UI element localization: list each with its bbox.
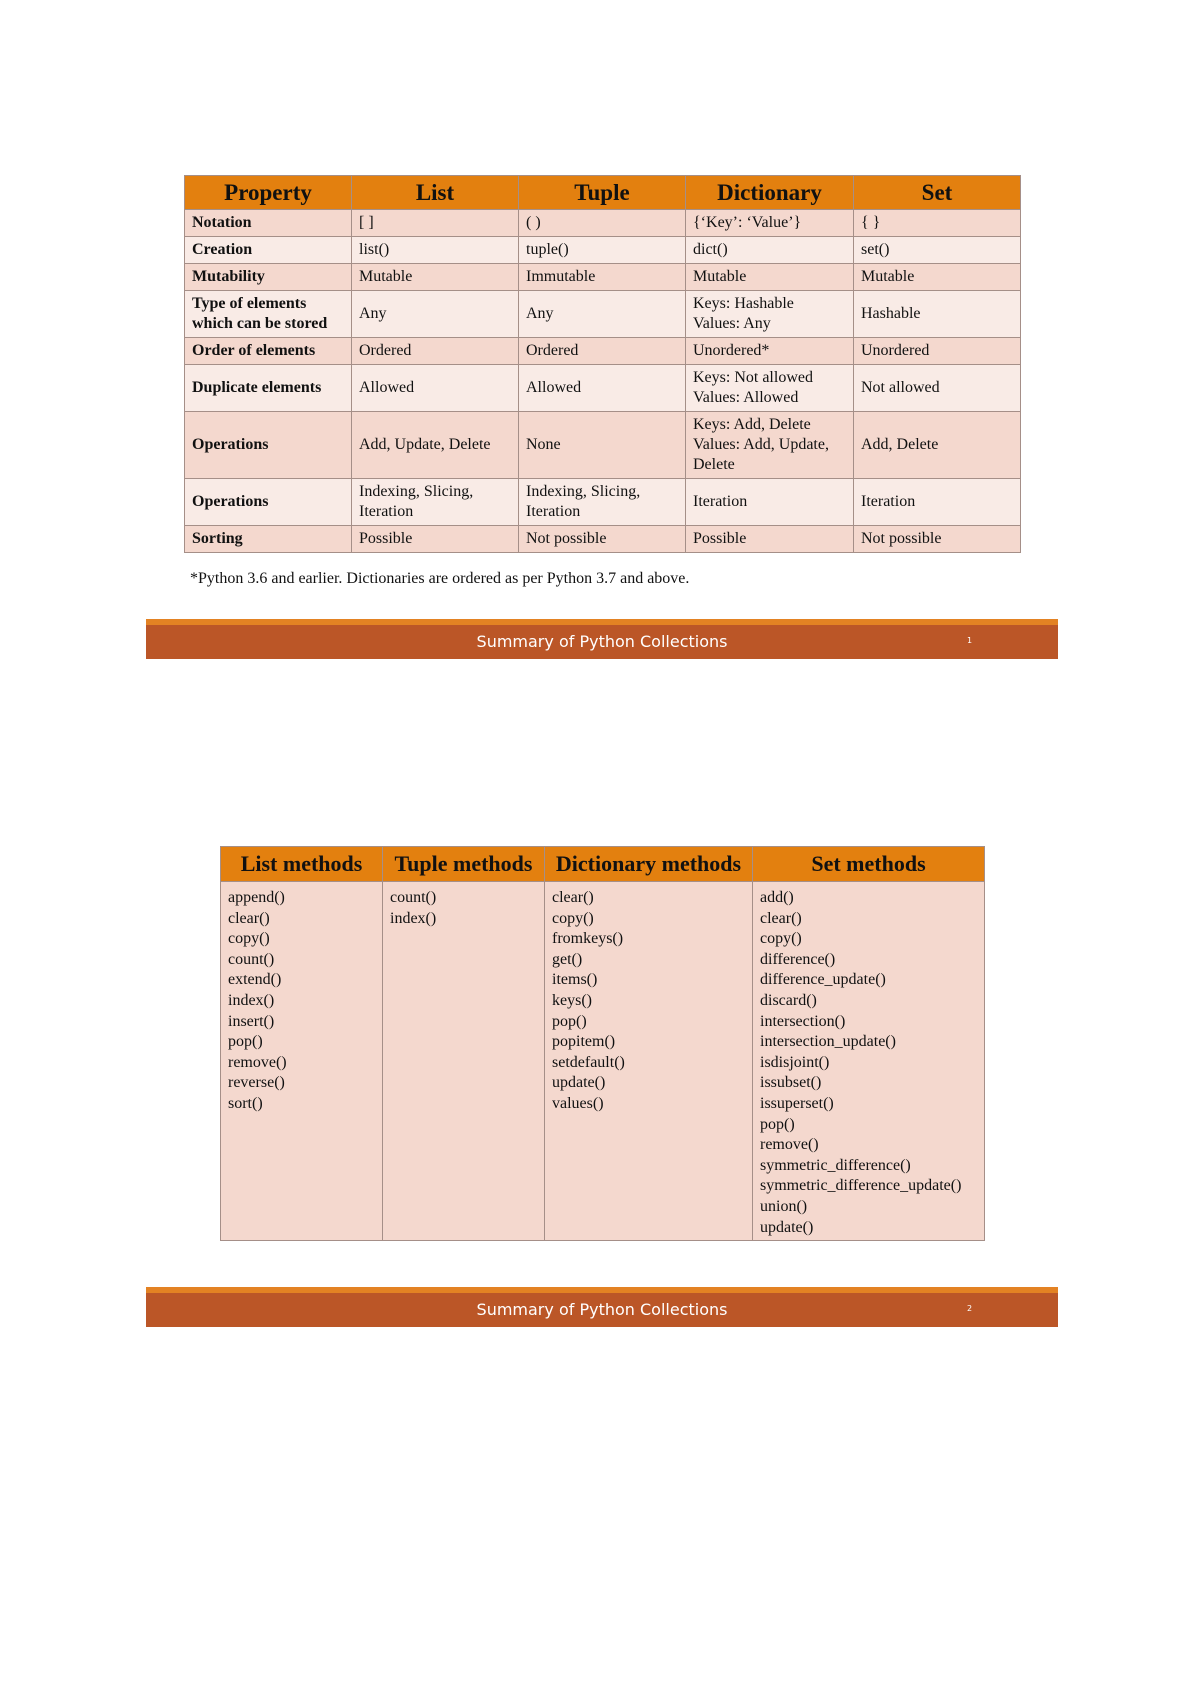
method-item: union()	[760, 1197, 808, 1215]
method-item: reverse()	[228, 1074, 285, 1092]
method-item: get()	[552, 950, 583, 968]
set-cell: Not possible	[854, 526, 1021, 553]
property-cell: Duplicate elements	[185, 365, 352, 412]
method-item: intersection_update()	[760, 1033, 896, 1051]
page-number: 1	[967, 636, 973, 645]
collections-comparison-table	[184, 175, 1021, 553]
method-item: pop()	[552, 1012, 587, 1030]
header-list: List	[352, 176, 519, 210]
list-cell: Any	[352, 291, 519, 338]
set-cell: Not allowed	[854, 365, 1021, 412]
list-cell: Add, Update, Delete	[352, 412, 519, 479]
dictionary-cell: Keys: Not allowed Values: Allowed	[686, 365, 854, 412]
table-row	[185, 479, 1021, 526]
property-cell: Operations	[185, 479, 352, 526]
method-list	[760, 888, 977, 1238]
method-item: remove()	[228, 1053, 287, 1071]
tuple-methods-cell	[383, 882, 545, 1241]
tuple-cell: Allowed	[519, 365, 686, 412]
tuple-cell: Immutable	[519, 264, 686, 291]
method-item: fromkeys()	[552, 930, 624, 948]
method-item: clear()	[552, 889, 594, 906]
property-cell: Creation	[185, 237, 352, 264]
dictionary-cell: dict()	[686, 237, 854, 264]
page-number: 2	[967, 1304, 973, 1313]
method-item: difference_update()	[760, 971, 886, 989]
list-methods-cell	[221, 882, 383, 1241]
method-item: add()	[760, 889, 794, 906]
method-item: index()	[390, 909, 437, 927]
method-item: count()	[390, 889, 437, 906]
footnote: *Python 3.6 and earlier. Dictionaries are ordered as per Python 3.7 and above.	[190, 570, 690, 587]
header-tuple-methods: Tuple methods	[383, 847, 545, 882]
dictionary-cell: Keys: Hashable Values: Any	[686, 291, 854, 338]
method-item: pop()	[760, 1115, 795, 1133]
list-cell: Ordered	[352, 338, 519, 365]
header-row	[221, 847, 985, 882]
method-item: count()	[228, 950, 275, 968]
method-item: items()	[552, 971, 598, 989]
list-cell: [ ]	[352, 210, 519, 237]
header-set: Set	[854, 176, 1021, 210]
method-item: popitem()	[552, 1033, 616, 1051]
method-item: values()	[552, 1094, 604, 1112]
dictionary-cell: Keys: Add, Delete Values: Add, Update, Delete	[686, 412, 854, 479]
method-item: update()	[552, 1074, 606, 1092]
method-list	[390, 888, 537, 929]
method-item: copy()	[552, 909, 594, 927]
footer-title: Summary of Python Collections	[476, 632, 728, 651]
dictionary-cell: {‘Key’: ‘Value’}	[686, 210, 854, 237]
header-row	[185, 176, 1021, 210]
table-row	[221, 882, 985, 1241]
table-row	[185, 412, 1021, 479]
property-cell: Sorting	[185, 526, 352, 553]
tuple-cell: ( )	[519, 210, 686, 237]
method-item: copy()	[228, 930, 270, 948]
table-row	[185, 237, 1021, 264]
method-item: copy()	[760, 930, 802, 948]
list-cell: list()	[352, 237, 519, 264]
property-cell: Notation	[185, 210, 352, 237]
method-item: insert()	[228, 1012, 275, 1030]
method-item: clear()	[760, 909, 802, 927]
tuple-cell: Any	[519, 291, 686, 338]
set-cell: Hashable	[854, 291, 1021, 338]
set-methods-cell	[753, 882, 985, 1241]
table-row	[185, 264, 1021, 291]
property-cell: Operations	[185, 412, 352, 479]
tuple-cell: Not possible	[519, 526, 686, 553]
method-list	[552, 888, 745, 1115]
table-row	[185, 365, 1021, 412]
header-property: Property	[185, 176, 352, 210]
method-item: keys()	[552, 991, 592, 1009]
slide-footer	[146, 619, 1058, 659]
method-item: issubset()	[760, 1074, 822, 1092]
set-cell: Add, Delete	[854, 412, 1021, 479]
header-dictionary-methods: Dictionary methods	[545, 847, 753, 882]
method-item: remove()	[760, 1136, 819, 1154]
method-item: intersection()	[760, 1012, 846, 1030]
set-cell: set()	[854, 237, 1021, 264]
set-cell: Unordered	[854, 338, 1021, 365]
table-row	[185, 338, 1021, 365]
list-cell: Allowed	[352, 365, 519, 412]
method-item: update()	[760, 1218, 814, 1236]
tuple-cell: Ordered	[519, 338, 686, 365]
method-item: index()	[228, 991, 275, 1009]
tuple-cell: tuple()	[519, 237, 686, 264]
tuple-cell: Indexing, Slicing, Iteration	[519, 479, 686, 526]
list-cell: Mutable	[352, 264, 519, 291]
method-item: setdefault()	[552, 1053, 625, 1071]
method-item: symmetric_difference()	[760, 1156, 911, 1174]
list-cell: Possible	[352, 526, 519, 553]
header-list-methods: List methods	[221, 847, 383, 882]
table-row	[185, 291, 1021, 338]
method-item: sort()	[228, 1094, 263, 1112]
collection-methods-table	[220, 846, 985, 1241]
property-cell: Type of elements which can be stored	[185, 291, 352, 338]
property-cell: Order of elements	[185, 338, 352, 365]
set-cell: { }	[854, 210, 1021, 237]
footer-title: Summary of Python Collections	[476, 1300, 728, 1319]
method-list	[228, 888, 375, 1115]
property-cell: Mutability	[185, 264, 352, 291]
method-item: clear()	[228, 909, 270, 927]
method-item: difference()	[760, 950, 836, 968]
method-item: extend()	[228, 971, 282, 989]
list-cell: Indexing, Slicing, Iteration	[352, 479, 519, 526]
dictionary-cell: Unordered*	[686, 338, 854, 365]
table-row	[185, 210, 1021, 237]
method-item: symmetric_difference_update()	[760, 1177, 962, 1195]
dictionary-cell: Iteration	[686, 479, 854, 526]
tuple-cell: None	[519, 412, 686, 479]
method-item: isdisjoint()	[760, 1053, 830, 1071]
set-cell: Mutable	[854, 264, 1021, 291]
dictionary-cell: Possible	[686, 526, 854, 553]
table-row	[185, 526, 1021, 553]
header-tuple: Tuple	[519, 176, 686, 210]
method-item: discard()	[760, 991, 817, 1009]
header-set-methods: Set methods	[753, 847, 985, 882]
slide-footer	[146, 1287, 1058, 1327]
method-item: append()	[228, 889, 285, 906]
method-item: issuperset()	[760, 1094, 834, 1112]
set-cell: Iteration	[854, 479, 1021, 526]
header-dictionary: Dictionary	[686, 176, 854, 210]
dictionary-cell: Mutable	[686, 264, 854, 291]
dictionary-methods-cell	[545, 882, 753, 1241]
method-item: pop()	[228, 1033, 263, 1051]
